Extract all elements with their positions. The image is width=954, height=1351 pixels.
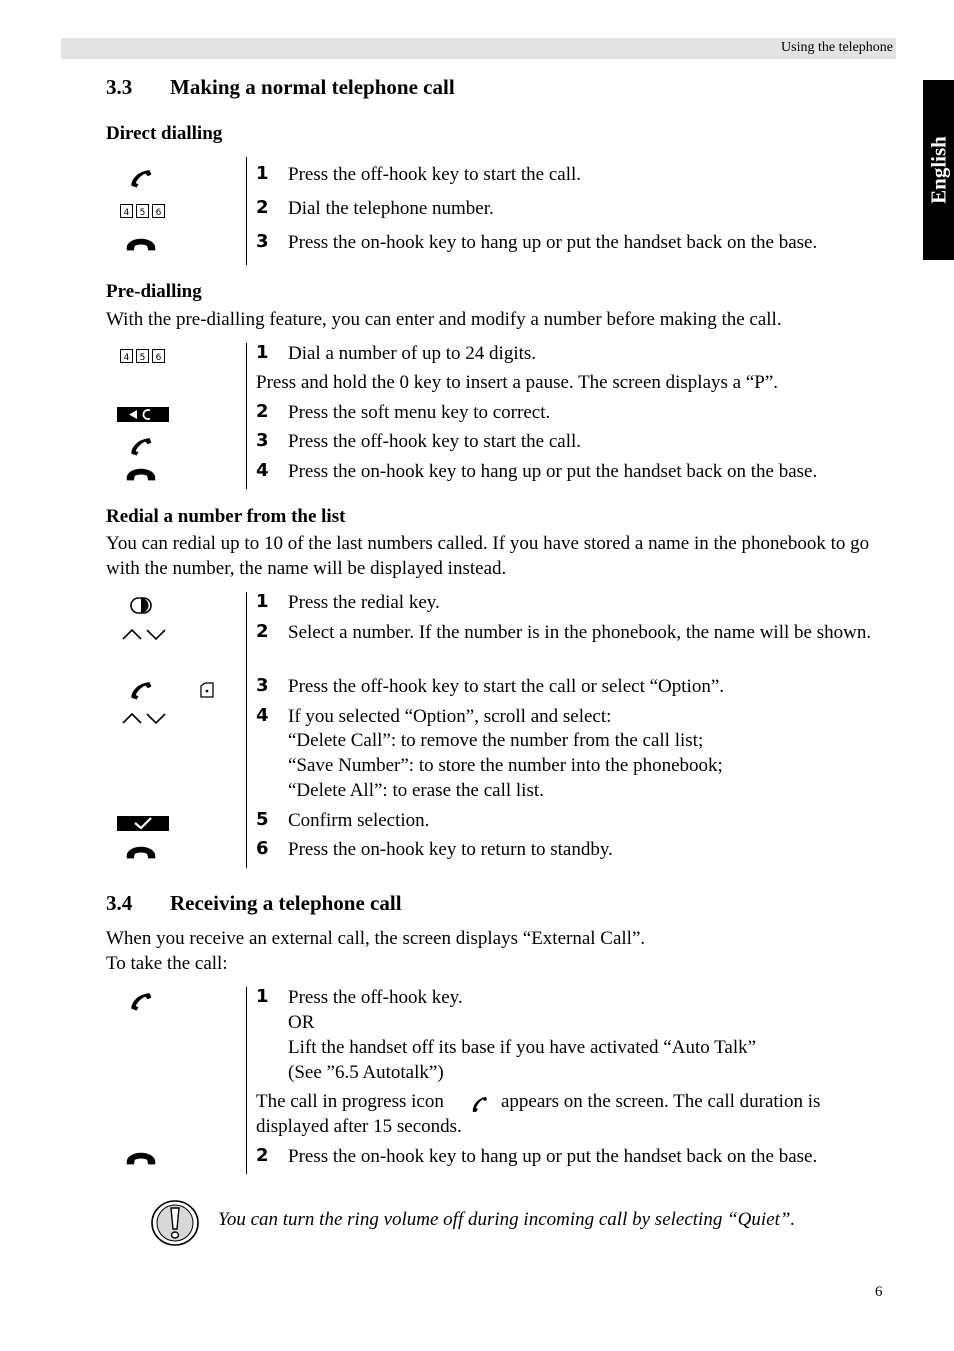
svg-text:4: 4: [123, 208, 130, 218]
off-hook-handset-icon: [128, 680, 154, 700]
on-hook-handset-icon: [124, 845, 158, 861]
redial-key-icon: [130, 597, 152, 614]
step-number: 2: [256, 621, 269, 642]
step-text: Dial the telephone number.: [288, 198, 494, 219]
svg-text:6: 6: [155, 208, 162, 218]
up-down-nav-icon: [122, 627, 166, 641]
option-detail: “Save Number”: to store the number into the phonebook;: [288, 755, 723, 776]
running-title: Using the telephone: [781, 40, 893, 55]
step-divider: [246, 343, 247, 489]
progress-note-after: appears on the screen. The call duration is: [501, 1091, 821, 1112]
option-detail: “Delete Call”: to remove the number from the call list;: [288, 730, 704, 751]
pre-dialling-heading: Pre-dialling: [106, 281, 202, 302]
step-number: 1: [256, 163, 269, 184]
section-number: 3.4: [106, 891, 133, 915]
step-number: 1: [256, 591, 269, 612]
step-divider: [246, 987, 247, 1174]
redial-heading: Redial a number from the list: [106, 506, 346, 527]
step-number: 3: [256, 675, 269, 696]
section-title: Making a normal telephone call: [170, 75, 455, 99]
svg-text:4: 4: [123, 353, 130, 363]
step-text: Dial a number of up to 24 digits.: [288, 343, 537, 364]
svg-text:5: 5: [139, 208, 146, 218]
option-detail: “Delete All”: to erase the call list.: [288, 780, 544, 801]
step-detail: (See ”6.5 Autotalk”): [288, 1062, 444, 1083]
language-tab-label: English: [926, 136, 950, 204]
pre-dialling-intro: With the pre-dialling feature, you can enter and modify a number before making the call.: [106, 309, 782, 330]
on-hook-handset-icon: [124, 467, 158, 483]
step-text: Press the soft menu key to correct.: [288, 402, 551, 423]
step-number: 5: [256, 809, 269, 830]
step-detail: Press and hold the 0 key to insert a pause. The screen displays a “P”.: [256, 372, 779, 393]
step-number: 1: [256, 342, 269, 363]
step-text: If you selected “Option”, scroll and select:: [288, 706, 612, 727]
svg-text:6: 6: [155, 353, 162, 363]
redial-intro: You can redial up to 10 of the last numbers called. If you have stored a name in the phonebook to go with the number, the name will be displayed instead.: [106, 533, 870, 579]
step-number: 2: [256, 1145, 269, 1166]
correct-softkey-icon: [117, 407, 169, 422]
language-tab: [923, 80, 954, 260]
receiving-intro-line1: When you receive an external call, the screen displays “External Call”.: [106, 928, 646, 949]
step-number: 3: [256, 231, 269, 252]
section-number: 3.3: [106, 75, 133, 99]
step-text: Press the off-hook key.: [288, 987, 463, 1008]
option-softkey-icon: [199, 682, 215, 698]
step-text: Press the on-hook key to hang up or put the handset back on the base.: [288, 1146, 818, 1167]
progress-note-line2: displayed after 15 seconds.: [256, 1116, 462, 1137]
step-text: Press the on-hook key to return to standby.: [288, 839, 613, 860]
off-hook-handset-icon: [128, 436, 154, 456]
step-number: 6: [256, 838, 269, 859]
header-bar: [61, 38, 896, 59]
keypad-456-icon: [120, 349, 166, 363]
step-text: Press the off-hook key to start the call.: [288, 164, 582, 185]
step-text: Press the off-hook key to start the call or select “Option”.: [288, 676, 724, 697]
attention-note-icon: [150, 1199, 200, 1247]
on-hook-handset-icon: [124, 237, 158, 253]
step-text: Press the redial key.: [288, 592, 440, 613]
progress-note-before: The call in progress icon: [256, 1091, 444, 1112]
step-number: 2: [256, 401, 269, 422]
step-text: Press the off-hook key to start the call.: [288, 431, 582, 452]
up-down-nav-icon: [122, 711, 166, 725]
step-detail: OR: [288, 1012, 315, 1033]
step-number: 1: [256, 986, 269, 1007]
step-number: 3: [256, 430, 269, 451]
off-hook-handset-icon: [128, 168, 154, 188]
step-text: Confirm selection.: [288, 810, 430, 831]
note-text: You can turn the ring volume off during incoming call by selecting “Quiet”.: [218, 1209, 796, 1230]
direct-dialling-heading: Direct dialling: [106, 123, 223, 144]
step-divider: [246, 157, 247, 265]
svg-text:5: 5: [139, 353, 146, 363]
page-number: 6: [875, 1284, 883, 1300]
receiving-intro-line2: To take the call:: [106, 953, 228, 974]
section-title: Receiving a telephone call: [170, 891, 402, 915]
keypad-456-icon: [120, 204, 166, 218]
step-text: Press the on-hook key to hang up or put the handset back on the base.: [288, 232, 818, 253]
step-text: Select a number. If the number is in the phonebook, the name will be shown.: [288, 622, 872, 643]
step-number: 4: [256, 705, 269, 726]
step-number: 2: [256, 197, 269, 218]
on-hook-handset-icon: [124, 1151, 158, 1167]
off-hook-handset-icon: [128, 991, 154, 1011]
step-number: 4: [256, 460, 269, 481]
step-text: Press the on-hook key to hang up or put the handset back on the base.: [288, 461, 818, 482]
step-divider: [246, 592, 247, 868]
confirm-check-icon: [117, 816, 169, 831]
call-in-progress-icon: [470, 1095, 488, 1113]
step-detail: Lift the handset off its base if you have activated “Auto Talk”: [288, 1037, 757, 1058]
